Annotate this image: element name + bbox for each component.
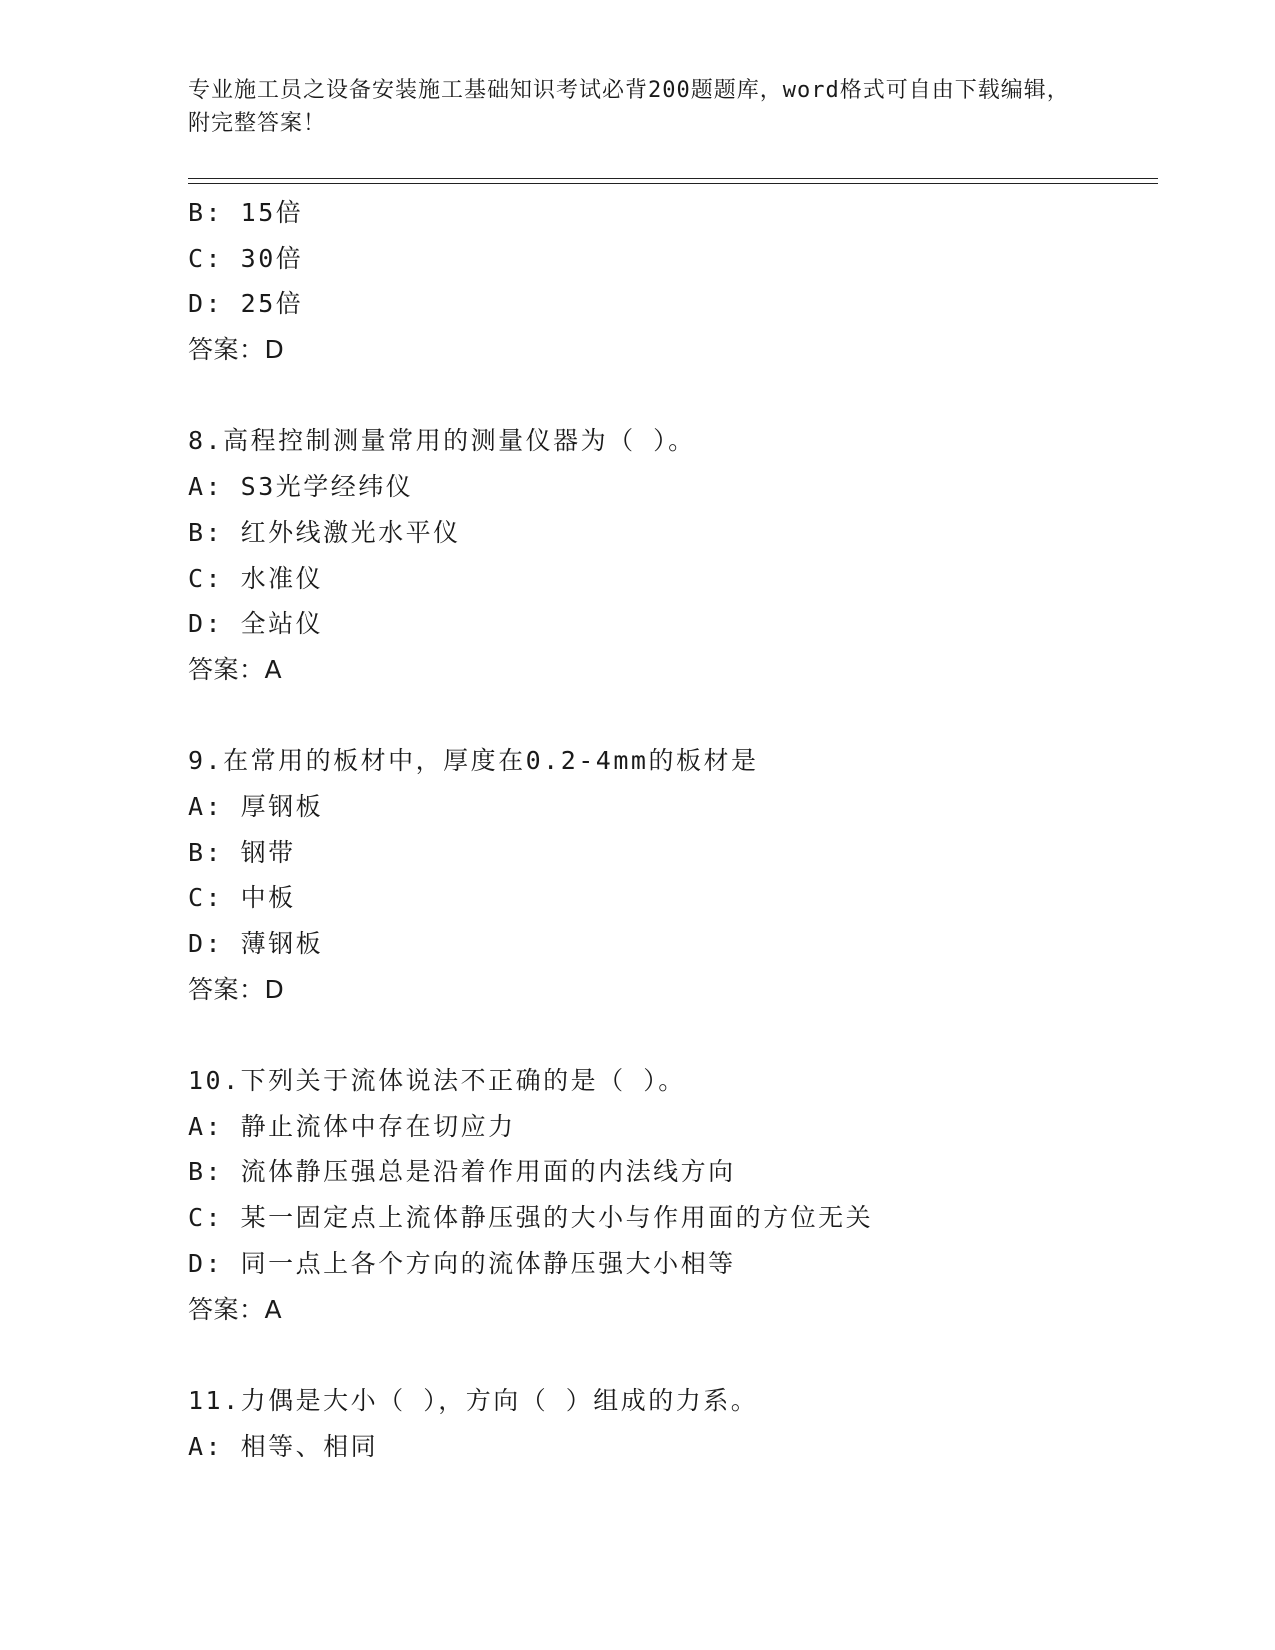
- option-b: B: 15倍: [188, 198, 304, 227]
- option-b: B: 流体静压强总是沿着作用面的内法线方向: [188, 1157, 736, 1187]
- spacer: [188, 693, 1168, 739]
- option-c: C: 水准仪: [188, 563, 324, 593]
- option-a: A: 相等、相同: [188, 1431, 379, 1461]
- question-stem: 10.下列关于流体说法不正确的是（ ）。: [188, 1066, 686, 1096]
- question-stem: 8.高程控制测量常用的测量仪器为（ ）。: [188, 426, 696, 456]
- spacer: [188, 1012, 1168, 1058]
- question-stem: 9.在常用的板材中，厚度在0.2-4mm的板材是: [188, 746, 759, 776]
- answer-line: 答案：D: [188, 974, 285, 1004]
- option-b: B: 钢带: [188, 837, 296, 867]
- question-list: [188, 190, 1168, 1469]
- document-title: 专业施工员之设备安装施工基础知识考试必背200题题库，word格式可自由下载编辑，附完整答案！: [188, 78, 1070, 136]
- answer-line: 答案：D: [188, 335, 285, 365]
- header-divider-bottom: [188, 183, 1158, 184]
- answer-line: 答案：A: [188, 654, 283, 684]
- spacer: [188, 373, 1168, 419]
- option-c: C: 中板: [188, 883, 296, 913]
- option-a: A: 静止流体中存在切应力: [188, 1111, 516, 1141]
- option-d: D: 25倍: [188, 289, 304, 319]
- option-c: C: 30倍: [188, 243, 304, 273]
- question-stem: 11.力偶是大小（ ），方向（ ）组成的力系。: [188, 1385, 759, 1415]
- option-a: A: 厚钢板: [188, 791, 324, 821]
- spacer: [188, 1332, 1168, 1378]
- option-d: D: 全站仪: [188, 609, 324, 639]
- header-divider-top: [188, 178, 1158, 179]
- option-b: B: 红外线激光水平仪: [188, 517, 461, 547]
- option-d: D: 薄钢板: [188, 929, 324, 958]
- option-a: A: S3光学经纬仪: [188, 472, 414, 502]
- answer-line: 答案：A: [188, 1294, 283, 1324]
- option-c: C: 某一固定点上流体静压强的大小与作用面的方位无关: [188, 1203, 874, 1233]
- option-d: D: 同一点上各个方向的流体静压强大小相等: [188, 1248, 736, 1278]
